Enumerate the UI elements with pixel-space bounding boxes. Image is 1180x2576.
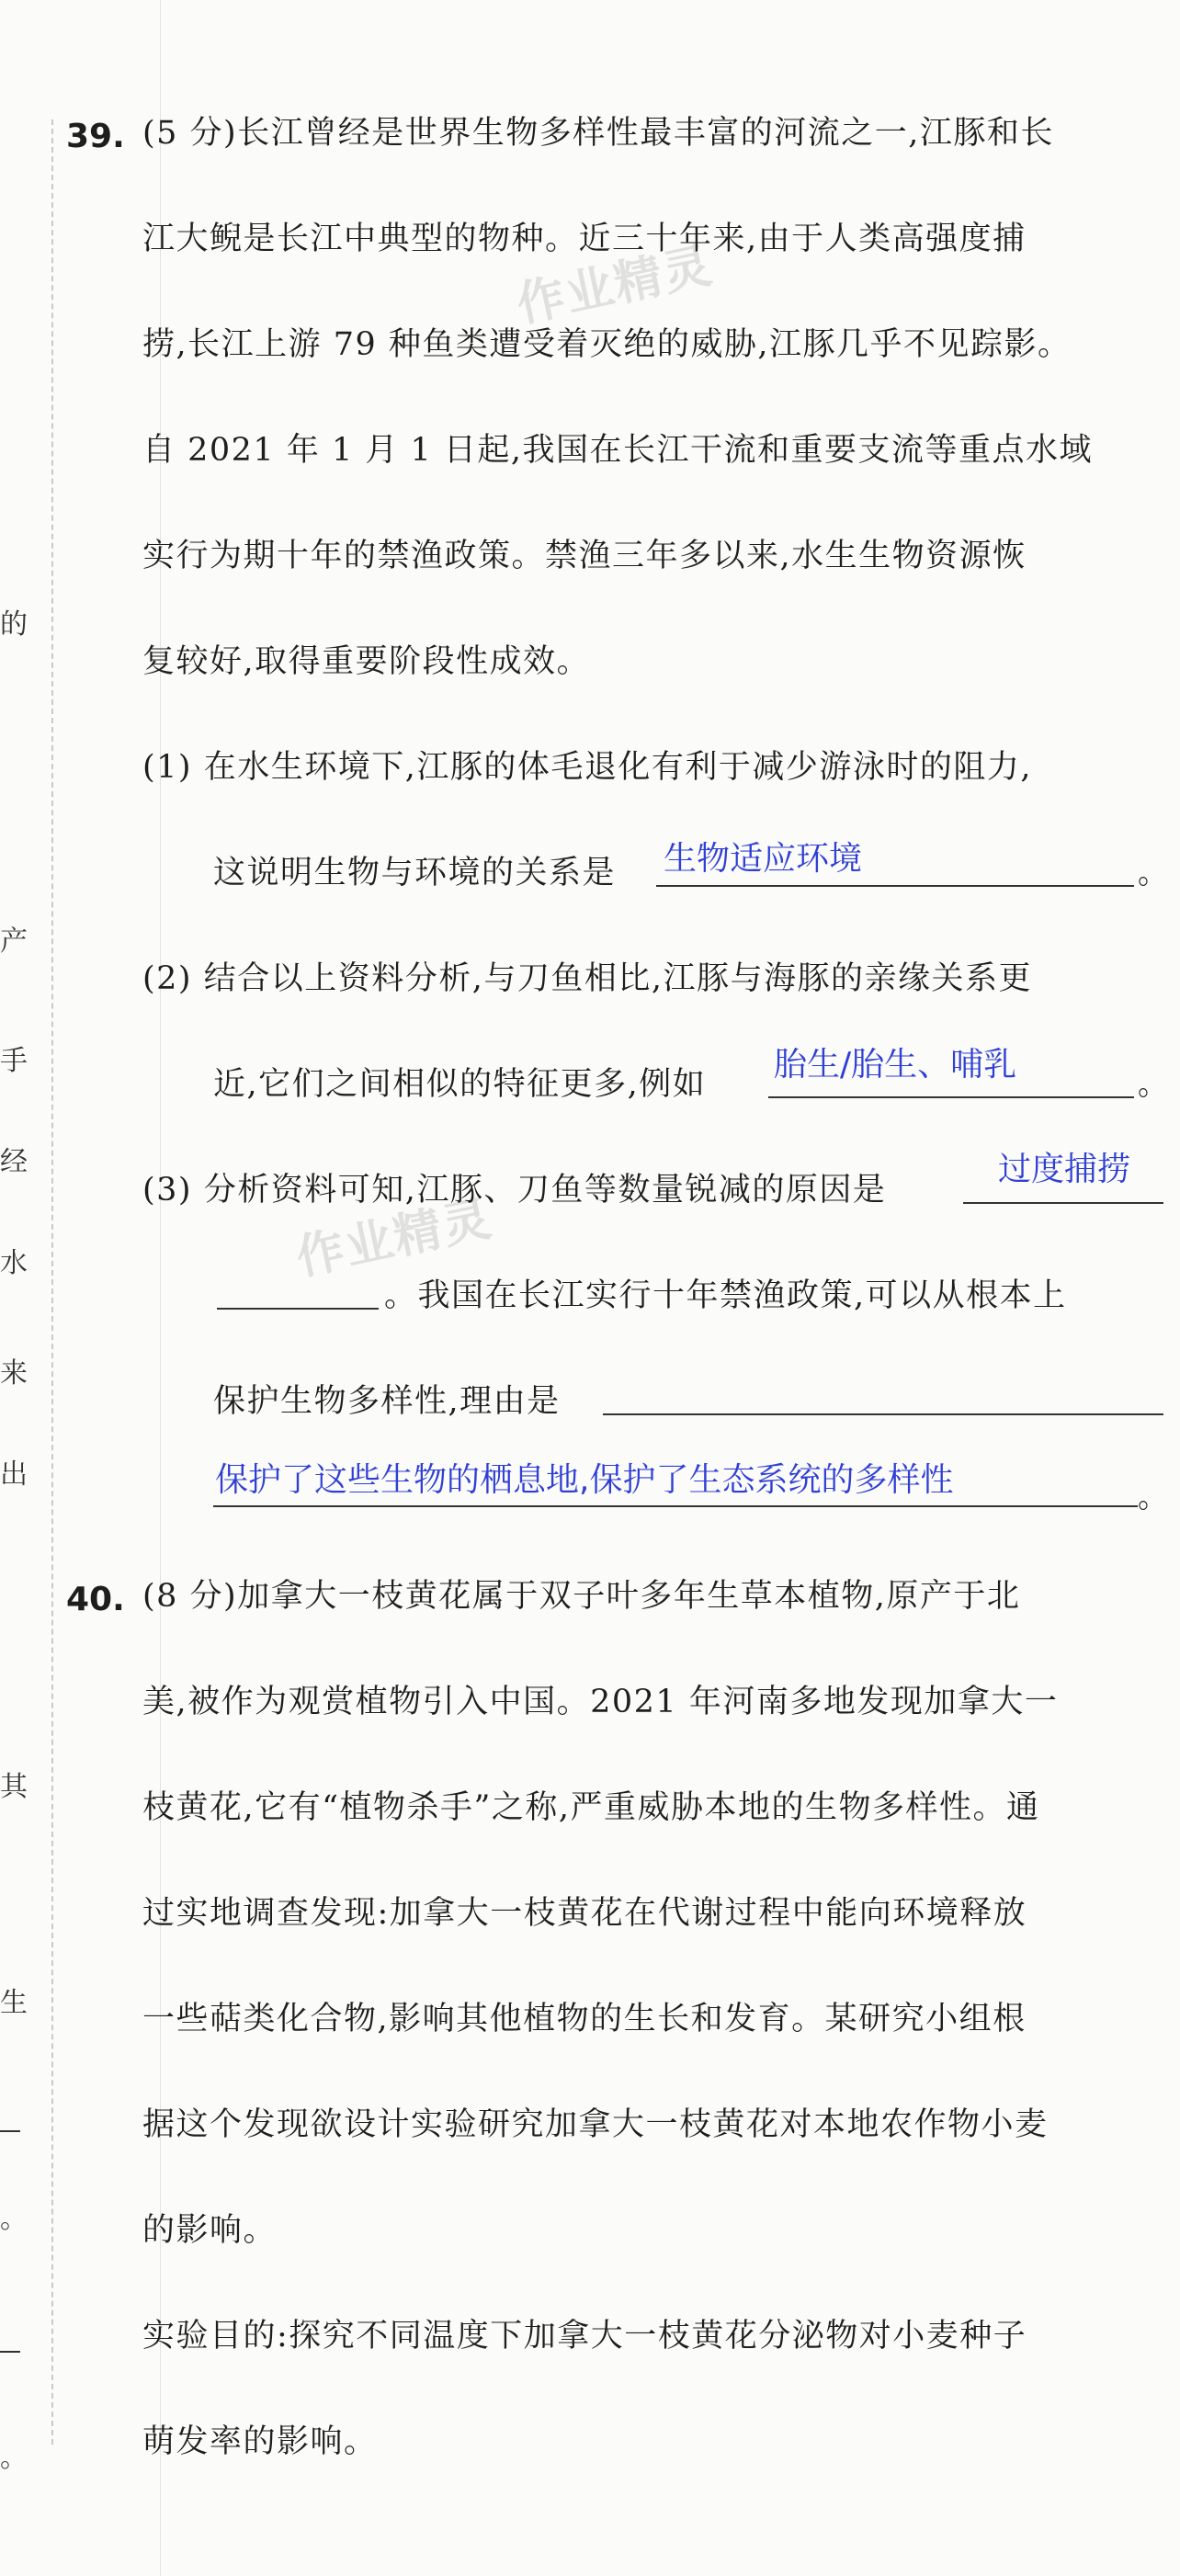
question-text-line: 江大鲵是长江中典型的物种。近三十年来,由于人类高强度捕 [142,221,1027,257]
margin-underline [0,2351,20,2353]
margin-fragment: 水 [0,1247,28,1279]
answer-blank[interactable] [217,1308,379,1310]
answer-blank[interactable] [963,1202,1163,1204]
answer-blank[interactable] [656,885,1134,887]
punctuation: 。 [1138,1479,1169,1515]
handwritten-answer: 过度捕捞 [998,1151,1131,1188]
handwritten-answer: 保护了这些生物的栖息地,保护了生态系统的多样性 [215,1461,954,1499]
question-number: 40. [66,1581,125,1618]
binding-dashed-line [51,119,53,2445]
question-text-line: 复较好,取得重要阶段性成效。 [142,643,591,680]
margin-fragment: 出 [0,1458,28,1491]
question-text-line: 自 2021 年 1 月 1 日起,我国在长江干流和重要支流等重点水域 [142,432,1093,469]
question-text-line: 实行为期十年的禁渔政策。禁渔三年多以来,水生生物资源恢 [142,538,1027,574]
sub-question-3: (3) 分析资料可知,江豚、刀鱼等数量锐减的原因是 [142,1172,887,1209]
question-text-line: 枝黄花,它有“植物杀手”之称,严重威胁本地的生物多样性。通 [142,1789,1040,1826]
watermark: 作业精灵 [291,1191,498,1287]
margin-fragment: 来 [0,1357,28,1390]
fold-line [160,0,161,2576]
sub-question-2: (2) 结合以上资料分析,与刀鱼相比,江豚与海豚的亲缘关系更 [142,960,1032,997]
handwritten-answer: 生物适应环境 [664,840,863,878]
answer-blank[interactable] [603,1413,1163,1415]
question-text-line: 的影响。 [142,2212,278,2249]
punctuation: 。 [1138,1066,1169,1103]
margin-fragment: 的 [0,608,28,641]
question-text-line: 过实地调查发现:加拿大一枝黄花在代谢过程中能向环境释放 [142,1895,1027,1932]
question-text-line: (5 分)长江曾经是世界生物多样性最丰富的河流之一,江豚和长 [142,115,1054,152]
experiment-purpose-line: 实验目的:探究不同温度下加拿大一枝黄花分泌物对小麦种子 [142,2318,1027,2355]
question-text-line: 据这个发现欲设计实验研究加拿大一枝黄花对本地农作物小麦 [142,2106,1049,2143]
margin-fragment: 经 [0,1146,28,1178]
margin-fragment: 手 [0,1045,28,1077]
sub-question-1: (1) 在水生环境下,江豚的体毛退化有利于减少游泳时的阻力, [142,749,1032,786]
answer-blank[interactable] [213,1505,1138,1507]
question-number: 39. [66,118,125,155]
margin-fragment: 其 [0,1771,28,1803]
question-text-line: (8 分)加拿大一枝黄花属于双子叶多年生草本植物,原产于北 [142,1578,1021,1615]
margin-fragment: 。 [0,2203,28,2235]
punctuation: 。 [1138,855,1169,891]
sub-question-2-prompt: 近,它们之间相似的特征更多,例如 [213,1066,707,1103]
sub-question-3-prompt: 保护生物多样性,理由是 [213,1383,561,1420]
watermark: 作业精灵 [512,238,719,334]
question-text-line: 捞,长江上游 79 种鱼类遭受着灭绝的威胁,江豚几乎不见踪影。 [142,326,1072,363]
answer-blank[interactable] [768,1096,1134,1098]
margin-fragment: 。 [0,2442,28,2474]
experiment-purpose-line: 萌发率的影响。 [142,2423,378,2460]
question-text-line: 美,被作为观赏植物引入中国。2021 年河南多地发现加拿大一 [142,1684,1059,1720]
sub-question-3-text: 。我国在长江实行十年禁渔政策,可以从根本上 [384,1277,1067,1314]
handwritten-answer: 胎生/胎生、哺乳 [774,1046,1017,1084]
margin-underline [0,2130,20,2132]
question-text-line: 一些萜类化合物,影响其他植物的生长和发育。某研究小组根 [142,2001,1027,2037]
margin-fragment: 产 [0,925,28,958]
margin-fragment: 生 [0,1987,28,2019]
sub-question-1-prompt: 这说明生物与环境的关系是 [213,855,617,891]
